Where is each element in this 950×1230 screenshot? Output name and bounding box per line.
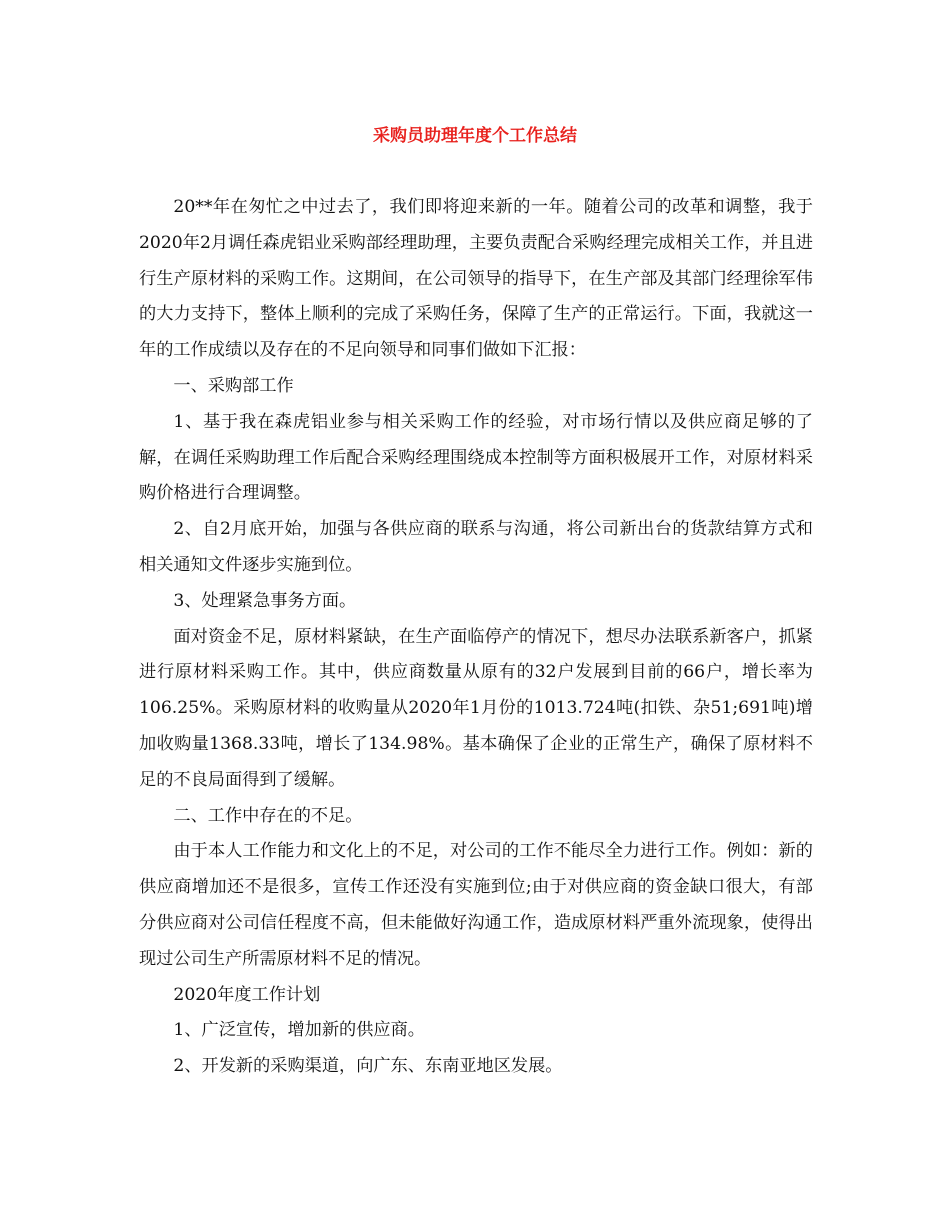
paragraph-item-3: 3、处理紧急事务方面。 — [173, 590, 357, 611]
section-heading-work-plan: 2020年度工作计划 — [173, 984, 321, 1005]
paragraph-shortcomings: 由于本人工作能力和文化上的不足，对公司的工作不能尽全力进行工作。例如：新的供应商增加还不是很多，宣传工作还没有实施到位;由于对供应商的资金缺口很大，有部分供应商对公司信任程度不高，但未能做好沟通工作，造成原材料严重外流现象，使得出现过公司生产所需原材料不足的情况。 — [139, 841, 813, 969]
section-heading-shortcomings: 二、工作中存在的不足。 — [173, 805, 363, 826]
section-heading-purchasing-work: 一、采购部工作 — [173, 375, 294, 396]
plan-item-2: 2、开发新的采购渠道，向广东、东南亚地区发展。 — [173, 1056, 563, 1077]
paragraph-emergency-details: 面对资金不足，原材料紧缺，在生产面临停产的情况下，想尽办法联系新客户，抓紧进行原材料采购工作。其中，供应商数量从原有的32户发展到目前的66户，增长率为106.25%。采购原材料的收购量从2020年1月份的1013.724吨(扣铁、杂51;691吨)增加收购量1368.33吨，增长了134.98%。基本确保了企业的正常生产，确保了原材料不足的不良局面得到了缓解。 — [139, 626, 813, 790]
plan-item-1: 1、广泛宣传，增加新的供应商。 — [173, 1020, 425, 1041]
paragraph-item-1: 1、基于我在森虎铝业参与相关采购工作的经验，对市场行情以及供应商足够的了解，在调任采购助理工作后配合采购经理围绕成本控制等方面积极展开工作，对原材料采购价格进行合理调整。 — [139, 411, 813, 504]
document-body — [139, 190, 813, 1085]
document-title: 采购员助理年度个工作总结 — [373, 126, 577, 146]
paragraph-intro: 20**年在匆忙之中过去了，我们即将迎来新的一年。随着公司的改革和调整，我于2020年2月调任森虎铝业采购部经理助理，主要负责配合采购经理完成相关工作，并且进行生产原材料的采购工作。这期间，在公司领导的指导下，在生产部及其部门经理徐军伟的大力支持下，整体上顺利的完成了采购任务，保障了生产的正常运行。下面，我就这一年的工作成绩以及存在的不足向领导和同事们做如下汇报： — [139, 197, 813, 361]
paragraph-item-2: 2、自2月底开始，加强与各供应商的联系与沟通，将公司新出台的货款结算方式和相关通知文件逐步实施到位。 — [139, 519, 813, 575]
